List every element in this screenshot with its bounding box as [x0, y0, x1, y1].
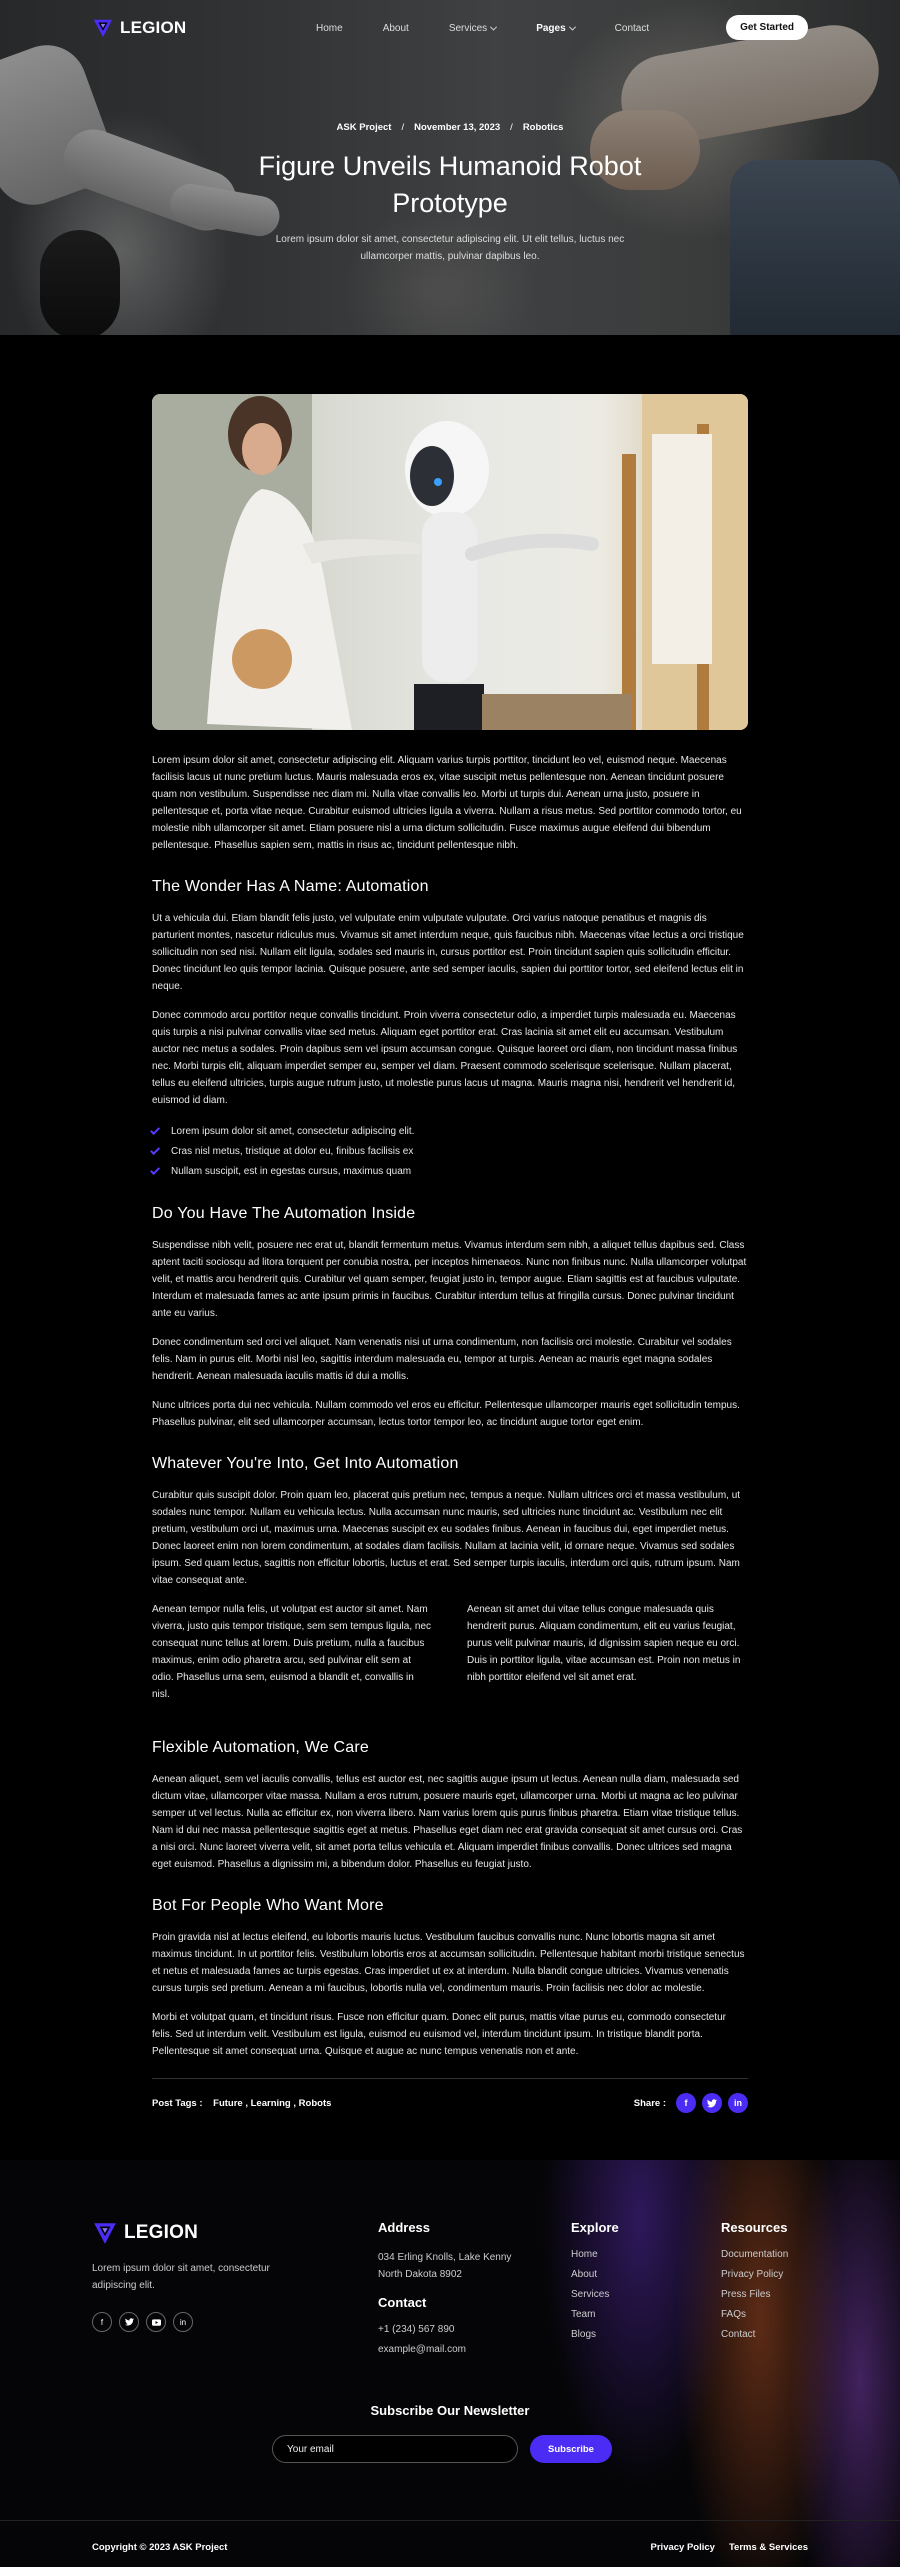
brand-name: LEGION — [120, 18, 187, 37]
nav-item-pages[interactable]: Pages — [536, 23, 574, 34]
nav-item-contact[interactable]: Contact — [614, 22, 650, 34]
main-menu — [316, 23, 689, 34]
linkedin-icon[interactable]: in — [173, 2312, 193, 2332]
phone-link[interactable]: +1 (234) 567 890 — [378, 2324, 455, 2335]
nav-item-home[interactable]: Home — [316, 22, 343, 34]
brand-name: LEGION — [124, 2222, 199, 2243]
brand-logo[interactable] — [92, 17, 186, 39]
privacy-policy-link[interactable]: Privacy Policy — [650, 2542, 715, 2553]
legion-logo-icon — [92, 17, 114, 39]
footer-link-privacy-policy[interactable]: Privacy Policy — [721, 2269, 784, 2280]
column-paragraph: Aenean tempor nulla felis, ut volutpat est auctor sit amet. Nam viverra, justo quis tempor tristique, sem sem tempus ligula, nec consequat nunc tellus at lorem. Duis pretium, nulla a faucibus maximus, enim odio pharetra arcu, sed pulvinar elit sem at odio. Phasellus urna sem, euismod a blandit et, convallis in nisl. — [152, 1604, 431, 1700]
woman-and-robot-painting-illustration — [152, 394, 748, 730]
footer-link-home[interactable]: Home — [571, 2249, 598, 2260]
resources-title: Resources — [721, 2220, 788, 2235]
share-box — [634, 2093, 748, 2113]
paragraph: Donec condimentum sed orci vel aliquet. Nam venenatis nisi ut urna condimentum, non facilisis orci molestie. Curabitur vel sodales felis. Nam in purus elit. Morbi nisl leo, sagittis interdum malesuada eu, tempor at turpis. Aenean ac mauris eget magna sodales hendrerit. Aenean malesuada iaculis mattis id dui a mollis. — [152, 1337, 732, 1382]
newsletter-email-input[interactable] — [272, 2435, 518, 2463]
paragraph: Suspendisse nibh velit, posuere nec erat ut, blandit fermentum metus. Vivamus interdum sem nibh, a aliquet tellus dapibus sed. Class aptent taciti sociosqu ad litora torquent per conubia nostra, per inceptos himenaeos. Nunc non finibus nunc. Nulla ullamcorper volutpat velit, et mattis arcu hendrerit quis. Curabitur vel quam semper, feugiat justo in, tempor augue. Etiam sagittis est at faucibus vulputate. Interdum et malesuada fames ac ante ipsum primis in faucibus. Curabitur interdum tellus at fringilla cursus. Donec pulvinar tincidunt ante eu varius. — [152, 1240, 747, 1319]
post-meta-breadcrumb: ASK Project / November 13, 2023 / Robotics — [336, 122, 564, 133]
address-line: North Dakota 8902 — [378, 2269, 462, 2280]
footer-explore — [571, 2220, 619, 2349]
footer-social-links — [92, 2312, 193, 2332]
featured-image — [152, 394, 748, 730]
two-column-text — [152, 1601, 748, 1715]
footer-link-documentation[interactable]: Documentation — [721, 2249, 789, 2260]
site-footer — [0, 2160, 900, 2567]
intro-paragraph: Lorem ipsum dolor sit amet, consectetur adipiscing elit. Aliquam varius turpis porttitor, tincidunt leo vel, euismod neque. Maecenas facilisis lacus ut nunc pretium luctus. Mauris malesuada eros ex, vitae suscipit metus pellentesque non. Aenean tincidunt posuere quam non vestibulum. Suspendisse nec diam mi. Nulla vitae convallis leo. Morbi ut turpis dui. Aenean urna justo, posuere in pellentesque et, porta vitae neque. Curabitur euismod ultricies ligula a viverra. Nullam a risus metus. Sed porttitor commodo tortor, eu molestie nibh ullamcorper sit amet. Etiam posuere nisl a urna dictum sollicitudin. Fusce maximus augue eleifend dui bibendum pellentesque. Phasellus sapien sem, mattis in risus ac, tincidunt pellentesque nibh. — [152, 755, 742, 851]
feature-checklist — [152, 1121, 748, 1181]
youtube-icon[interactable] — [146, 2312, 166, 2332]
explore-title: Explore — [571, 2220, 619, 2235]
check-icon — [150, 1125, 160, 1135]
page-title: Figure Unveils Humanoid Robot Prototype — [258, 151, 642, 218]
check-icon — [150, 1145, 160, 1155]
footer-link-faqs[interactable]: FAQs — [721, 2309, 747, 2320]
section-heading: Bot For People Who Want More — [152, 1897, 384, 1914]
tag-link[interactable]: Future — [213, 2097, 243, 2109]
contact-title: Contact — [378, 2295, 427, 2310]
terms-link[interactable]: Terms & Services — [728, 2542, 808, 2553]
footer-resources — [721, 2220, 788, 2349]
newsletter-title: Subscribe Our Newsletter — [370, 2403, 530, 2418]
footer-link-contact[interactable]: Contact — [721, 2329, 756, 2340]
tag-link[interactable]: Robots — [298, 2097, 332, 2109]
footer-link-blogs[interactable]: Blogs — [571, 2329, 597, 2340]
legal-links — [651, 2542, 808, 2553]
address-line: 034 Erling Knolls, Lake Kenny — [378, 2252, 512, 2263]
legion-logo-icon — [92, 2220, 118, 2246]
paragraph: Proin gravida nisl at lectus eleifend, eu lobortis mauris luctus. Vestibulum faucibus convallis nunc. Nunc lobortis magna sit amet maximus tincidunt. In ut porttitor felis. Vestibulum lobortis eros at accumsan sollicitudin. Pellentesque habitant morbi tristique senectus et netus et malesuada fames ac turpis egestas. Cras imperdiet ut ex at interdum. Nulla blandit congue ultricies. Vivamus venenatis cursus turpis sed pretium. Aenean a mi faucibus, lobortis nulla vel, condimentum mauris. Proin facilisis nec dolor ac molestie. — [152, 1932, 745, 1994]
footer-brand-logo[interactable] — [92, 2220, 198, 2246]
post-footer — [152, 2093, 748, 2113]
footer-divider — [0, 2520, 900, 2521]
hero-section — [0, 0, 900, 335]
twitter-icon[interactable] — [119, 2312, 139, 2332]
footer-description: Lorem ipsum dolor sit amet, consectetur adipiscing elit. — [92, 2263, 270, 2291]
footer-link-about[interactable]: About — [571, 2269, 598, 2280]
paragraph: Morbi et volutpat quam, et tincidunt risus. Fusce non efficitur quam. Donec elit purus, mattis vitae purus eu, commodo consectetur felis. Sed ut interdum velit. Vestibulum est ligula, euismod eu euismod vel, interdum tincidunt ipsum. In tristique blandit porta. Pellentesque sit amet consequat urna. Quisque et augue ac nunc tempus venenatis non et ante. — [152, 2012, 726, 2057]
page-subtitle: Lorem ipsum dolor sit amet, consectetur adipiscing elit. Ut elit tellus, luctus nec ullamcorper mattis, pulvinar dapibus leo. — [275, 234, 625, 262]
share-label: Share : — [633, 2097, 666, 2109]
get-started-button[interactable]: Get Started — [726, 15, 808, 40]
twitter-icon[interactable] — [702, 2093, 722, 2113]
footer-link-services[interactable]: Services — [571, 2289, 610, 2300]
section-heading: Do You Have The Automation Inside — [152, 1205, 416, 1222]
tag-link[interactable]: Learning — [250, 2097, 291, 2109]
nav-item-about[interactable]: About — [382, 22, 409, 34]
post-tags-label: Post Tags : — [152, 2097, 203, 2109]
column-paragraph: Aenean sit amet dui vitae tellus congue malesuada quis hendrerit purus. Aliquam condimentum, elit eu varius feugiat, purus velit pulvinar mauris, id dignissim sapien neque eu orci. Duis in porttitor ligula, vitae accumsan est. Proin non metus in nibh porttitor eleifend vel sit amet erat. — [467, 1604, 741, 1683]
chevron-down-icon — [569, 23, 576, 30]
facebook-icon[interactable]: f — [92, 2312, 112, 2332]
footer-contact — [378, 2295, 466, 2364]
list-item: Lorem ipsum dolor sit amet, consectetur adipiscing elit. — [152, 1121, 748, 1141]
section-heading: Whatever You're Into, Get Into Automation — [152, 1455, 459, 1472]
list-item: Cras nisl metus, tristique at dolor eu, finibus facilisis ex — [152, 1141, 748, 1161]
meta-date: November 13, 2023 — [414, 122, 501, 133]
subscribe-button[interactable]: Subscribe — [530, 2435, 612, 2463]
section-heading: Flexible Automation, We Care — [152, 1739, 369, 1756]
chevron-down-icon — [490, 23, 497, 30]
top-navigation — [92, 14, 808, 42]
address-title: Address — [378, 2220, 431, 2235]
footer-link-team[interactable]: Team — [571, 2309, 596, 2320]
nav-item-services[interactable]: Services — [449, 23, 496, 34]
paragraph: Aenean aliquet, sem vel iaculis convallis, tellus est auctor est, nec sagittis augue ipsum ut lectus. Aenean nulla diam, malesuada sed dictum vitae, ullamcorper vitae massa. Nullam a eros rutrum, posuere mauris eget, ullamcorper urna. Morbi ut magna ac leo pulvinar semper ut vel lectus. Nulla ac efficitur ex, non viverra libero. Nam varius lorem quis purus finibus pharetra. Etiam vitae tristique tellus. Nam id dui nec massa pellentesque sagittis eget at metus. Phasellus eget diam nec erat gravida consequat sit amet cursus orci. Cras a nisi orci. Nunc laoreet viverra velit, sit amet porta tellus vehicula et. Aliquam imperdiet finibus convallis. Donec ultrices sed magna eget euismod. Phasellus a dignissim mi, a bibendum dolor. Phasellus eu feugiat justo. — [152, 1774, 743, 1870]
article-body — [152, 394, 748, 2113]
post-tags: Post Tags : Future , Learning , Robots — [152, 2097, 332, 2109]
email-link[interactable]: example@mail.com — [378, 2344, 466, 2355]
meta-category[interactable]: Robotics — [522, 122, 564, 133]
linkedin-icon[interactable]: in — [728, 2093, 748, 2113]
footer-address — [378, 2220, 511, 2283]
paragraph: Donec commodo arcu porttitor neque convallis tincidunt. Proin viverra consectetur odio, a imperdiet turpis malesuada eu. Maecenas quis turpis a nisi pulvinar convallis vitae sed metus. Aliquam eget porttitor erat. Cras lacinia sit amet elit eu accumsan. Vestibulum auctor nec metus a sodales. Proin dapibus sem vel ipsum accumsan congue. Quisque laoreet orci diam, non tincidunt massa finibus nec. Morbi turpis elit, aliquam imperdiet semper eu, semper vel diam. Praesent commodo scelerisque scelerisque. Nullam placerat, tellus eu eleifend ultricies, turpis augue rutrum justo, ut molestie purus lacus ut magna. Mauris magna nisi, hendrerit vel hendrerit id, euismod id diam. — [152, 1010, 738, 1106]
footer-link-press-files[interactable]: Press Files — [721, 2289, 771, 2300]
facebook-icon[interactable]: f — [676, 2093, 696, 2113]
check-icon — [150, 1165, 160, 1175]
paragraph: Nunc ultrices porta dui nec vehicula. Nullam commodo vel eros eu efficitur. Pellentesque ullamcorper mauris eget sollicitudin tempus. Phasellus pulvinar, elit sed ullamcorper accumsan, lectus tortor tempor leo, ac tincidunt augue tortor eget enim. — [152, 1400, 740, 1428]
meta-author[interactable]: ASK Project — [336, 122, 392, 133]
divider — [152, 2078, 748, 2079]
copyright: Copyright © 2023 ASK Project — [92, 2542, 228, 2553]
paragraph: Curabitur quis suscipit dolor. Proin quam leo, placerat quis pretium nec, tempus a neque. Nullam ultrices orci et massa vestibulum, ut sodales nunc tempor. Nullam eu vehicula lectus. Nulla accumsan nunc mauris, sed ultricies nunc tincidunt ac. Vestibulum nec elit pretium, vestibulum orci ut, maximus urna. Maecenas suscipit ex eu sodales finibus. Aenean in faucibus dui, eget imperdiet metus. Donec laoreet enim non lorem condimentum, at sodales diam facilisis. Nullam at lacinia velit, id ornare neque. Vivamus sed sodales ipsum. Sed quam lectus, sagittis non efficitur lobortis, luctus et erat. Sed semper turpis iaculis, interdum orci quis, rutrum ipsum. Nam vitae consequat ante. — [152, 1490, 741, 1586]
section-heading: The Wonder Has A Name: Automation — [152, 878, 429, 895]
paragraph: Ut a vehicula dui. Etiam blandit felis justo, vel vulputate enim vulputate vulputate. Orci varius natoque penatibus et magnis dis parturient montes, nascetur ridiculus mus. Vivamus sit amet interdum neque, quis faucibus nibh. Maecenas vitae lectus a orci tristique sollicitudin non sed nisi. Nullam elit ligula, sodales sed mauris in, cursus porttitor est. Proin tincidunt sapien quis sollicitudin efficitur. Donec tincidunt leo quis tempor lacinia. Quisque posuere, ante sed semper iaculis, sapien dui porttitor tortor, sed eleifend lectus elit in neque. — [152, 913, 744, 992]
list-item: Nullam suscipit, est in egestas cursus, maximus quam — [152, 1161, 748, 1181]
